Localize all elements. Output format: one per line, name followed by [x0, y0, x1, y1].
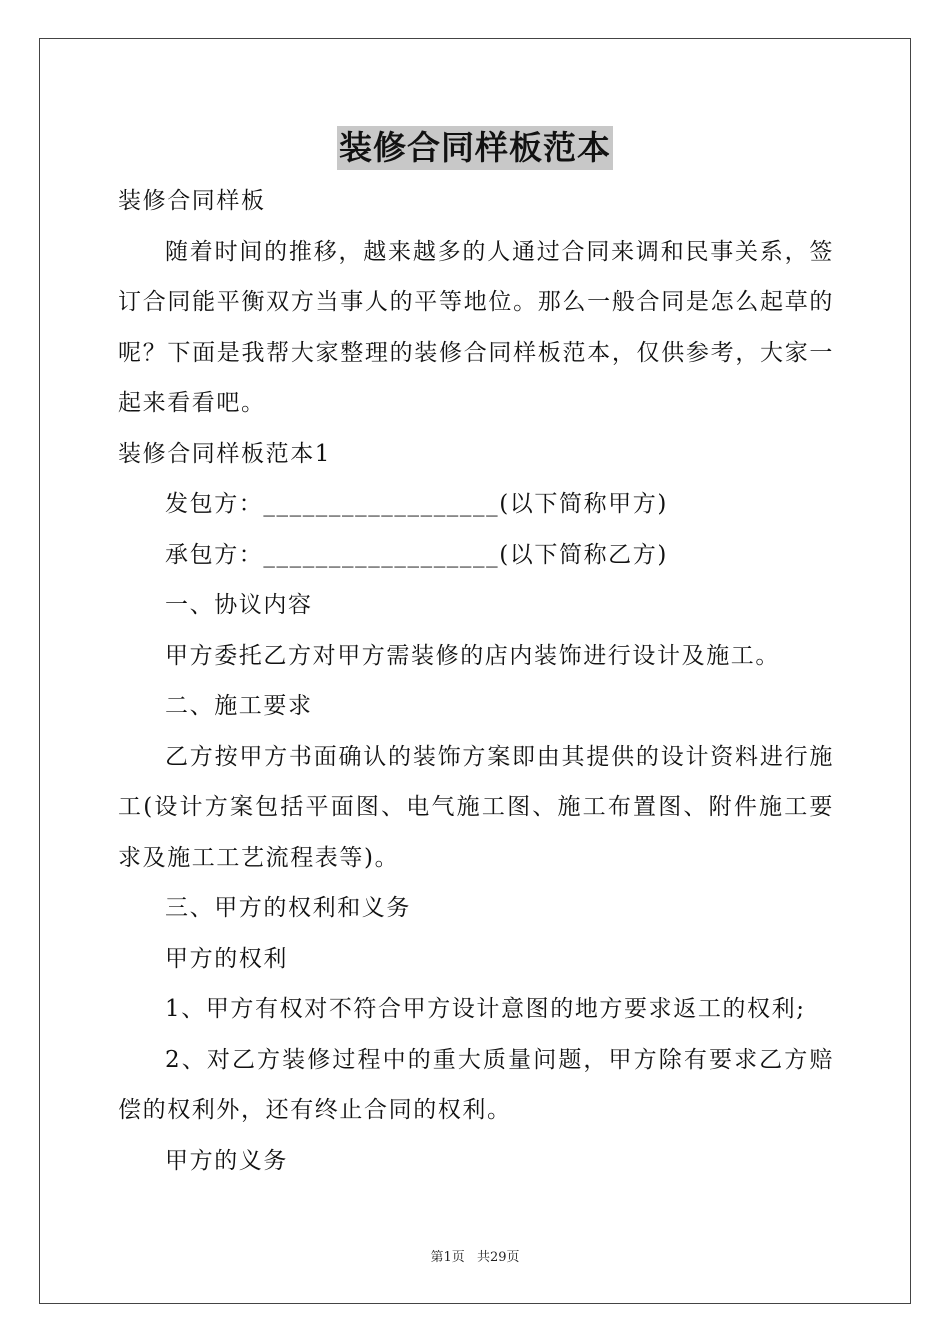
title-container [0, 126, 950, 170]
section-heading-agreement: 一、协议内容 [165, 592, 313, 618]
subheading-party-a-duties: 甲方的义务 [165, 1147, 288, 1174]
paragraph-agreement: 甲方委托乙方对甲方需装修的店内装饰进行设计及施工。 [165, 642, 780, 669]
page-total: 共29页 [476, 1250, 520, 1265]
page-number: 第1页 [430, 1250, 465, 1265]
paragraph-party-b: 承包方：__________________(以下简称乙方) [165, 541, 668, 568]
section-heading-requirements: 二、施工要求 [165, 693, 313, 719]
document-body [118, 176, 834, 1186]
paragraph-intro: 随着时间的推移，越来越多的人通过合同来调和民事关系，签订合同能平衡双方当事人的平等地位。那么一般合同是怎么起草的呢？下面是我帮大家整理的装修合同样板范本，仅供参考，大家一起来看看吧。 [118, 238, 834, 416]
paragraph-right-2: 2、对乙方装修过程中的重大质量问题，甲方除有要求乙方赔偿的权利外，还有终止合同的权利。 [118, 1046, 834, 1123]
paragraph-subtitle: 装修合同样板 [118, 188, 266, 214]
paragraph-party-a: 发包方：__________________(以下简称甲方) [165, 491, 668, 517]
paragraph-sample-heading: 装修合同样板范本1 [118, 440, 332, 467]
page-footer [0, 1246, 950, 1265]
document-title: 装修合同样板范本 [337, 126, 613, 170]
paragraph-requirements: 乙方按甲方书面确认的装饰方案即由其提供的设计资料进行施工(设计方案包括平面图、电气施工图、施工布置图、附件施工要求及施工工艺流程表等)。 [118, 743, 834, 871]
section-heading-rights-duties: 三、甲方的权利和义务 [165, 895, 411, 921]
paragraph-right-1: 1、甲方有权对不符合甲方设计意图的地方要求返工的权利; [165, 996, 806, 1022]
subheading-party-a-rights: 甲方的权利 [165, 945, 288, 972]
